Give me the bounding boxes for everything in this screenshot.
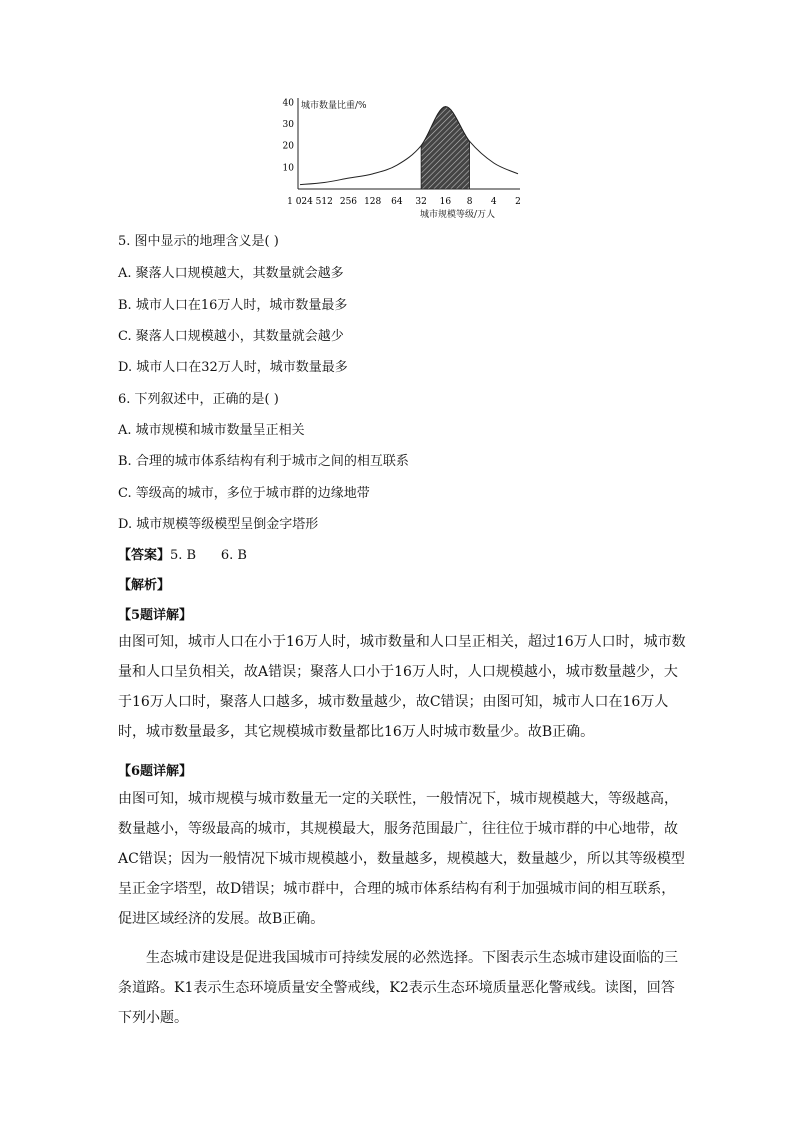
q6-detail-label: 【6题详解】 — [118, 764, 193, 779]
q6-detail-text: 由图可知，城市规模与城市数量无一定的关联性，一般情况下，城市规模越大，等级越高，数量越小，等级最高的城市，其规模最大，服务范围最广，往往位于城市群的中心地带，故AC错误；因为一般情况下城市规模越小，数量越多，规模越大，数量越少，所以其等级模型呈正金字塔型，故D错误；城市群中，合理的城市体系结构有利于加强城市间的相互联系，促进区域经济的发展。故B正确。 — [118, 791, 685, 927]
y-tick-label: 20 — [282, 141, 294, 152]
y-axis-label: 城市数量比重/% — [301, 101, 367, 111]
x-tick-label: 1 024 — [287, 197, 313, 207]
x-tick-label: 4 — [490, 197, 497, 207]
answer-label: 【答案】 — [118, 548, 171, 563]
q5-option-a: A. 聚落人口规模越大，其数量就会越多 — [118, 266, 344, 281]
shaded-area — [421, 107, 469, 189]
q5-detail-text: 由图可知，城市人口在小于16万人时，城市数量和人口呈正相关，超过16万人口时，城市数量和人口呈负相关，故A错误；聚落人口小于16万人时，人口规模越小，城市数量越少，大于16万人口时，聚落人口越多，城市数量越少，故C错误；由图可知，城市人口在16万人时，城市数量最多，其它规模城市数量都比16万人时城市数量少。故B正确。 — [118, 634, 686, 740]
q6-option-c: C. 等级高的城市，多位于城市群的边缘地带 — [118, 486, 370, 501]
q5-option-b: B. 城市人口在16万人时，城市数量最多 — [118, 298, 348, 313]
answer-line — [118, 544, 247, 563]
x-tick-label: 256 — [339, 197, 358, 207]
q6-option-d: D. 城市规模等级模型呈倒金字塔形 — [118, 517, 319, 532]
q6-option-a: A. 城市规模和城市数量呈正相关 — [118, 423, 305, 438]
distribution-curve — [300, 107, 518, 185]
q5-option-c: C. 聚落人口规模越小，其数量就会越少 — [118, 329, 344, 344]
q5-option-d: D. 城市人口在32万人时，城市数量最多 — [118, 360, 348, 375]
y-tick-label: 10 — [282, 163, 294, 174]
q6-stem: 6. 下列叙述中，正确的是( ) — [118, 392, 279, 407]
x-tick-label: 64 — [391, 197, 403, 207]
x-tick-label: 2 — [515, 197, 521, 207]
analysis-label: 【解析】 — [118, 578, 171, 593]
x-tick-label: 512 — [315, 197, 333, 207]
x-tick-label: 8 — [466, 197, 473, 207]
x-axis-label: 城市规模等级/万人 — [420, 210, 496, 220]
q5-stem: 5. 图中显示的地理含义是( ) — [118, 234, 279, 249]
x-tick-label: 128 — [364, 197, 382, 207]
x-tick-label: 16 — [439, 197, 452, 207]
answer-text: 5. B 6. B — [170, 548, 247, 563]
x-tick-label: 32 — [415, 197, 427, 207]
q5-detail-label: 【5题详解】 — [118, 608, 193, 623]
q6-option-b: B. 合理的城市体系结构有利于城市之间的相互联系 — [118, 454, 409, 469]
next-intro-text: 生态城市建设是促进我国城市可持续发展的必然选择。下图表示生态城市建设面临的三条道路。K1表示生态环境质量安全警戒线，K2表示生态环境质量恶化警戒线。读图，回答下列小题。 — [118, 950, 678, 1026]
y-tick-label: 40 — [282, 98, 294, 109]
city-scale-chart — [270, 92, 528, 222]
y-tick-label: 30 — [282, 120, 294, 130]
